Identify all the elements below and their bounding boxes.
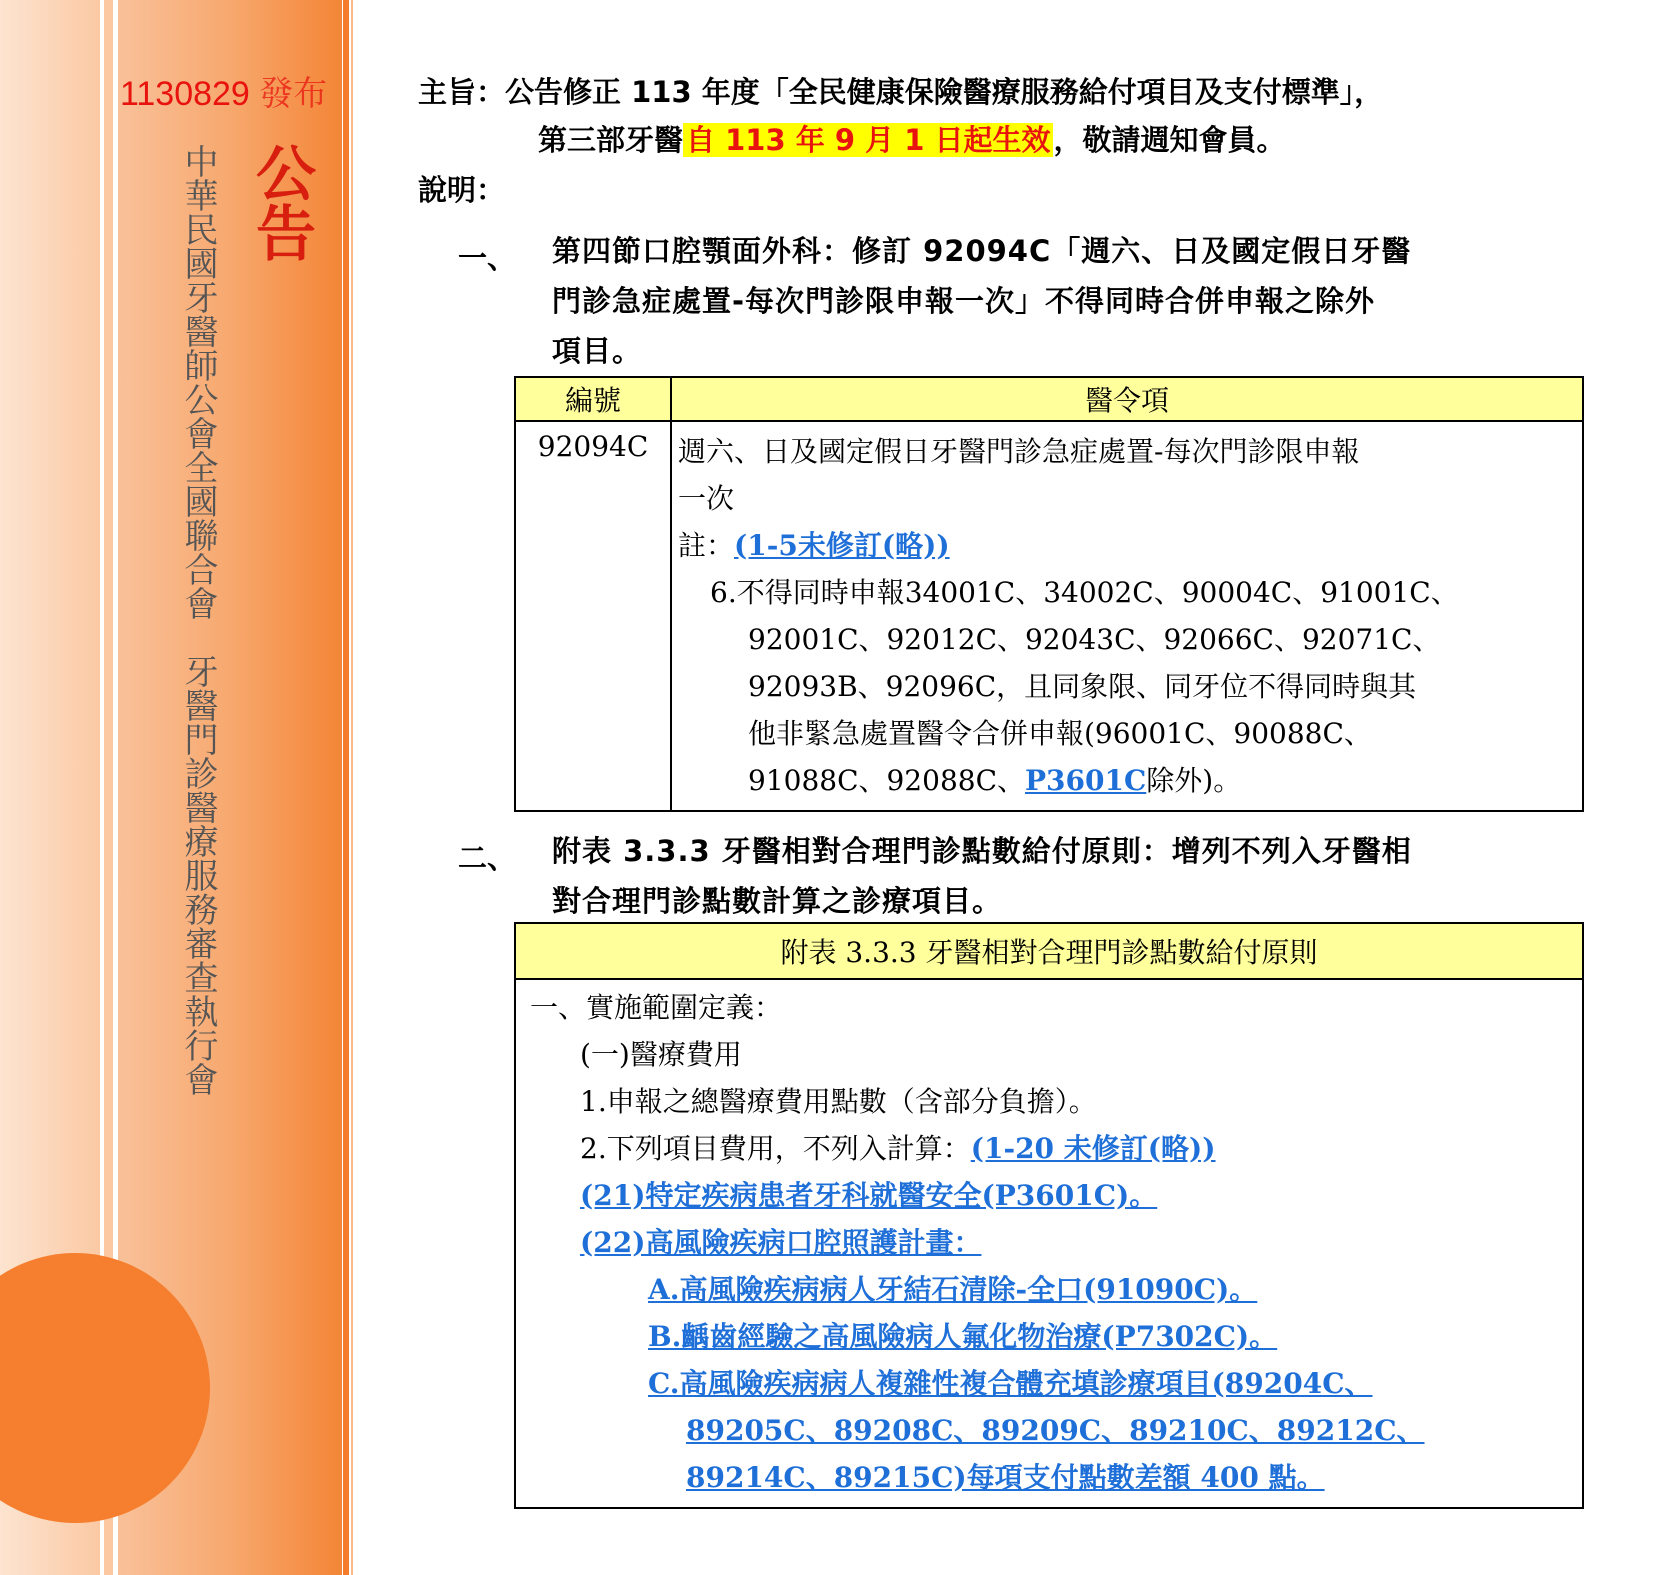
section2-text: 附表 3.3.3 牙醫相對合理門診點數給付原則：增列不列入牙醫相 對合理門診點數計算之診療項目。 — [552, 834, 1412, 918]
section1-text: 第四節口腔顎面外科：修訂 92094C「週六、日及國定假日牙醫 門診急症處置-每次門診限申報一次」不得同時合併申報之除外 項目。 — [552, 234, 1412, 368]
subject-line-2: 第三部牙醫 自 113 年 9 月 1 日起生效 ，敬請週知會員。 — [538, 123, 1286, 157]
item-description: 週六、日及國定假日牙醫門診急症處置-每次門診限申報 一次 註：(1-5未修訂(略)) 6.不得同時申報34001C、34002C、90004C、91001C、 92001C、92012C、92043C、92066C、92071C、 92093B、92096C，且同象限、同牙位不得同時與其 他非緊急處置醫令合併申報(96001C、90088C、 91088C、92088C、P3601C除外)。 — [671, 421, 1583, 811]
item-code: 92094C — [515, 421, 671, 811]
item-b-link[interactable]: B.齲齒經驗之高風險病人氟化物治療(P7302C)。 — [648, 1320, 1278, 1353]
item-21-link[interactable]: (21)特定疾病患者牙科就醫安全(P3601C)。 — [580, 1179, 1158, 1212]
order-item-table — [514, 376, 1584, 812]
col-header-code: 編號 — [515, 377, 671, 421]
item-c-link[interactable]: C.高風險疾病病人複雜性複合體充填診療項目(89204C、 — [648, 1367, 1373, 1400]
appendix-body: 一、實施範圍定義： (一)醫療費用 1.申報之總醫療費用點數（含部分負擔）。 2.下列項目費用，不列入計算：(1-20 未修訂(略)) (21)特定疾病患者牙科就醫安全(P3601C)。 (22)高風險疾病口腔照護計畫： A.高風險疾病病人牙結石清除-全口(91090C)。 B.齲齒經驗之高風險病人氟化物治療(P7302C)。 C.高風險疾病病人複雜性複合體充填診療項目(89204C、 89205C、89208C、89209C、89210C、89212C、 89214C、89215C)每項支付點數差額 400 點。 — [515, 979, 1583, 1508]
appendix-table — [514, 922, 1584, 1509]
col-header-item: 醫令項 — [671, 377, 1583, 421]
sidebar-stripe-dark — [343, 0, 349, 1575]
item-c-link-cont1[interactable]: 89205C、89208C、89209C、89210C、89212C、 — [686, 1414, 1425, 1447]
appendix-header: 附表 3.3.3 牙醫相對合理門診點數給付原則 — [515, 923, 1583, 979]
table-row — [515, 979, 1583, 1508]
item-c-link-cont2[interactable]: 89214C、89215C)每項支付點數差額 400 點。 — [686, 1461, 1325, 1494]
unrevised-link[interactable]: (1-20 未修訂(略)) — [970, 1132, 1216, 1165]
effective-date-highlight: 自 113 年 9 月 1 日起生效 — [683, 123, 1053, 157]
sidebar-stripe-edge — [351, 0, 353, 1575]
subject-line-1: 主旨：公告修正 113 年度「全民健康保險醫療服務給付項目及支付標準」， — [418, 75, 1384, 109]
section2-number: 二、 — [458, 841, 517, 875]
item-a-link[interactable]: A.高風險疾病病人牙結石清除-全口(91090C)。 — [648, 1273, 1258, 1306]
table-row — [515, 421, 1583, 811]
p3601c-link[interactable]: P3601C — [1025, 764, 1147, 797]
note-link[interactable]: (1-5未修訂(略)) — [734, 529, 950, 562]
section1-number: 一、 — [458, 241, 517, 275]
announcement-title: 公告 — [246, 142, 316, 262]
publish-date: 1130829 發布 — [120, 75, 328, 113]
item-22-link[interactable]: (22)高風險疾病口腔照護計畫： — [580, 1226, 982, 1259]
explanation-label: 說明： — [418, 173, 506, 207]
organization-name: 中華民國牙醫師公會全國聯合會 牙醫門診醫療服務審查執行會 — [178, 144, 218, 1096]
